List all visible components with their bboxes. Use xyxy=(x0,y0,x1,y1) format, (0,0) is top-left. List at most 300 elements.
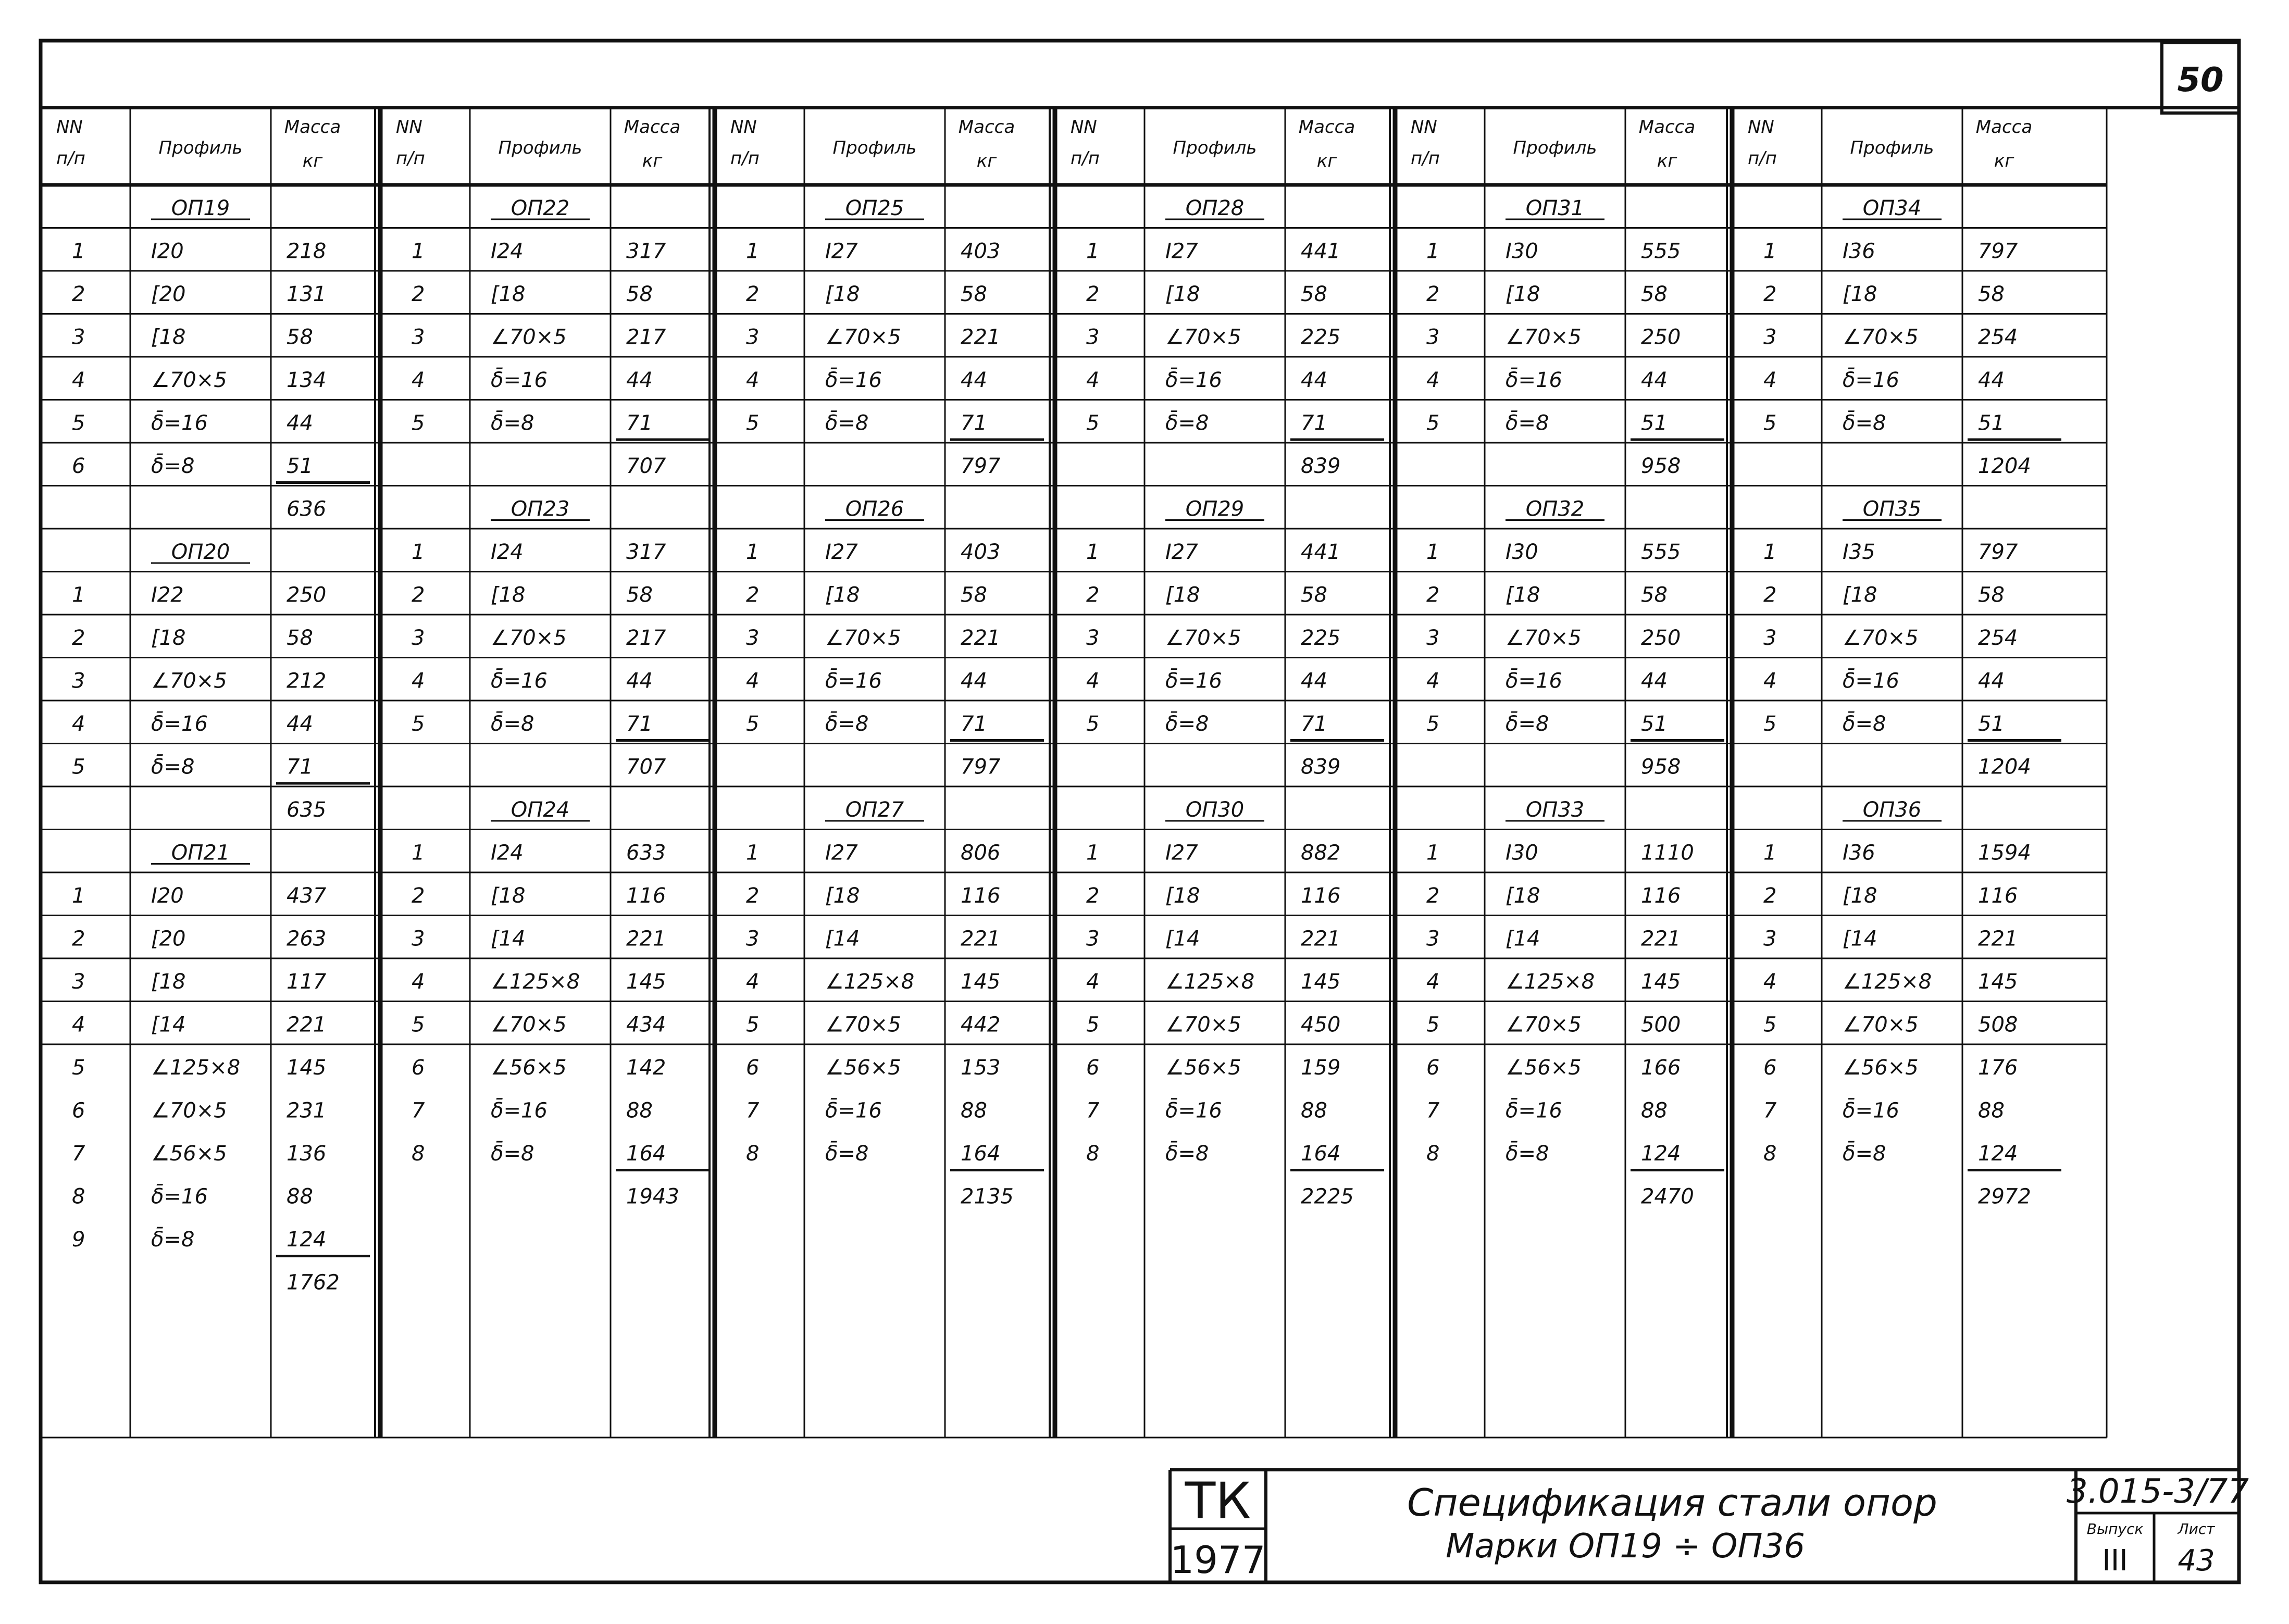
row-profile: δ̄=16 xyxy=(151,1184,208,1209)
row-number: 5 xyxy=(1763,411,1777,435)
row-number: 4 xyxy=(1086,368,1100,392)
row-mass: 221 xyxy=(1301,927,1341,951)
row-mass: 44 xyxy=(961,368,987,392)
row-mass: 164 xyxy=(626,1142,666,1166)
row-profile: δ̄=8 xyxy=(1843,411,1886,435)
row-mass: 1594 xyxy=(1978,841,2031,865)
header-profile: Профиль xyxy=(1173,138,1257,158)
row-profile: δ̄=8 xyxy=(491,1142,534,1166)
group-total: 1204 xyxy=(1978,454,2031,478)
group-total: 797 xyxy=(961,755,1001,779)
row-mass: 403 xyxy=(961,540,1001,564)
row-number: 7 xyxy=(1426,1098,1440,1123)
row-mass: 88 xyxy=(287,1184,313,1209)
row-mass: 176 xyxy=(1978,1056,2018,1080)
row-number: 5 xyxy=(72,1056,85,1080)
drawing-title-line2: Марки ОП19 ÷ ОП36 xyxy=(1446,1527,1805,1566)
title-block xyxy=(1170,1470,2249,1582)
row-profile: ∠125×8 xyxy=(1843,970,1932,994)
row-number: 4 xyxy=(412,970,425,994)
header-unit: кг xyxy=(976,151,997,171)
group-total: 1762 xyxy=(287,1270,340,1295)
row-number: 2 xyxy=(1426,282,1440,306)
row-profile: δ̄=8 xyxy=(491,712,534,736)
row-profile: [18 xyxy=(1165,282,1200,306)
row-number: 8 xyxy=(1086,1142,1100,1166)
row-mass: 44 xyxy=(287,411,313,435)
row-number: 8 xyxy=(72,1184,85,1209)
header-mass: Масса xyxy=(958,117,1015,138)
row-mass: 58 xyxy=(626,282,653,306)
row-mass: 51 xyxy=(1978,712,2005,736)
row-profile: δ̄=16 xyxy=(825,1098,882,1123)
row-profile: ∠70×5 xyxy=(1506,325,1582,349)
row-number: 4 xyxy=(72,712,85,736)
row-mass: 250 xyxy=(1641,626,1681,650)
group-name: ОП30 xyxy=(1185,798,1245,822)
row-profile: δ̄=8 xyxy=(825,1142,869,1166)
row-number: 3 xyxy=(1763,325,1777,349)
row-profile: δ̄=8 xyxy=(1506,712,1549,736)
row-number: 4 xyxy=(1763,970,1777,994)
header-np: п/п xyxy=(1071,148,1100,169)
row-number: 3 xyxy=(1426,927,1440,951)
row-mass: 51 xyxy=(1641,712,1668,736)
row-mass: 441 xyxy=(1301,540,1341,564)
group-total: 707 xyxy=(626,755,666,779)
row-number: 1 xyxy=(1086,841,1100,865)
row-mass: 88 xyxy=(961,1098,987,1123)
row-number: 4 xyxy=(746,970,760,994)
row-profile: δ̄=16 xyxy=(1165,669,1222,693)
header-nn: NN xyxy=(1071,117,1097,138)
header-nn: NN xyxy=(56,117,83,138)
group-name: ОП35 xyxy=(1862,497,1922,521)
row-number: 2 xyxy=(412,884,425,908)
header-profile: Профиль xyxy=(158,138,243,158)
row-number: 2 xyxy=(72,927,85,951)
row-mass: 164 xyxy=(961,1142,1001,1166)
row-profile: I27 xyxy=(1165,239,1198,264)
row-mass: 58 xyxy=(287,325,313,349)
row-mass: 124 xyxy=(1978,1142,2018,1166)
row-number: 2 xyxy=(1763,583,1777,607)
row-profile: [18 xyxy=(1843,282,1877,306)
row-mass: 797 xyxy=(1978,540,2018,564)
row-number: 3 xyxy=(746,626,760,650)
row-profile: [18 xyxy=(151,325,186,349)
row-profile: δ̄=16 xyxy=(1843,368,1899,392)
row-number: 4 xyxy=(1763,368,1777,392)
row-number: 5 xyxy=(1763,1013,1777,1037)
row-number: 5 xyxy=(1086,1013,1100,1037)
row-profile: δ̄=16 xyxy=(825,669,882,693)
row-number: 6 xyxy=(1763,1056,1777,1080)
row-number: 4 xyxy=(1426,970,1440,994)
row-mass: 164 xyxy=(1301,1142,1341,1166)
group-name: ОП36 xyxy=(1862,798,1922,822)
row-profile: I27 xyxy=(825,841,858,865)
row-number: 6 xyxy=(72,454,85,478)
row-profile: ∠125×8 xyxy=(491,970,580,994)
header-mass: Масса xyxy=(624,117,681,138)
row-number: 3 xyxy=(412,927,425,951)
row-number: 1 xyxy=(72,583,85,607)
row-mass: 555 xyxy=(1641,239,1681,264)
row-number: 3 xyxy=(1426,626,1440,650)
row-number: 3 xyxy=(746,927,760,951)
row-profile: ∠70×5 xyxy=(825,1013,901,1037)
row-number: 3 xyxy=(1426,325,1440,349)
doc-number: 3.015-3/77 xyxy=(2066,1472,2249,1511)
row-profile: ∠125×8 xyxy=(1506,970,1595,994)
row-profile: [18 xyxy=(491,583,526,607)
header-profile: Профиль xyxy=(832,138,917,158)
row-mass: 145 xyxy=(1301,970,1341,994)
row-profile: δ̄=16 xyxy=(1165,368,1222,392)
group-total: 707 xyxy=(626,454,666,478)
row-profile: ∠70×5 xyxy=(825,626,901,650)
row-mass: 403 xyxy=(961,239,1001,264)
row-mass: 71 xyxy=(961,712,987,736)
row-number: 1 xyxy=(1086,540,1100,564)
row-mass: 44 xyxy=(626,669,653,693)
row-mass: 58 xyxy=(961,583,987,607)
row-profile: I36 xyxy=(1843,841,1875,865)
row-mass: 44 xyxy=(1641,368,1668,392)
row-number: 3 xyxy=(746,325,760,349)
row-profile: [14 xyxy=(825,927,860,951)
row-mass: 225 xyxy=(1301,325,1341,349)
group-total: 839 xyxy=(1301,755,1341,779)
row-profile: I30 xyxy=(1506,540,1538,564)
row-profile: δ̄=8 xyxy=(1843,712,1886,736)
row-profile: ∠125×8 xyxy=(825,970,915,994)
row-profile: I27 xyxy=(1165,540,1198,564)
row-mass: 71 xyxy=(287,755,313,779)
group-name: ОП28 xyxy=(1185,196,1245,220)
row-profile: ∠70×5 xyxy=(151,368,227,392)
group-name: ОП33 xyxy=(1525,798,1585,822)
row-number: 2 xyxy=(1086,282,1100,306)
row-mass: 88 xyxy=(626,1098,653,1123)
header-unit: кг xyxy=(642,151,663,171)
row-mass: 58 xyxy=(1978,282,2005,306)
row-mass: 166 xyxy=(1641,1056,1681,1080)
row-profile: I20 xyxy=(151,884,184,908)
row-number: 3 xyxy=(72,325,85,349)
group-name: ОП31 xyxy=(1525,196,1585,220)
row-mass: 44 xyxy=(626,368,653,392)
row-mass: 221 xyxy=(961,927,1001,951)
header-unit: кг xyxy=(1657,151,1677,171)
row-number: 8 xyxy=(1763,1142,1777,1166)
header-nn: NN xyxy=(396,117,422,138)
header-np: п/п xyxy=(730,148,760,169)
row-number: 5 xyxy=(412,411,425,435)
row-mass: 44 xyxy=(1301,368,1327,392)
row-profile: ∠125×8 xyxy=(151,1056,241,1080)
row-number: 3 xyxy=(1763,626,1777,650)
row-profile: [18 xyxy=(825,282,860,306)
row-profile: [18 xyxy=(1506,282,1540,306)
row-number: 6 xyxy=(412,1056,425,1080)
row-number: 5 xyxy=(72,755,85,779)
row-number: 7 xyxy=(1763,1098,1777,1123)
row-number: 6 xyxy=(1426,1056,1440,1080)
row-number: 4 xyxy=(1426,368,1440,392)
header-nn: NN xyxy=(1748,117,1774,138)
issue-value: III xyxy=(2102,1544,2128,1578)
row-number: 4 xyxy=(412,669,425,693)
header-unit: кг xyxy=(1316,151,1337,171)
row-mass: 136 xyxy=(287,1142,327,1166)
row-profile: I27 xyxy=(1165,841,1198,865)
sheet-number: 50 xyxy=(2177,61,2224,99)
row-number: 7 xyxy=(72,1142,85,1166)
row-profile: [18 xyxy=(151,970,186,994)
row-profile: [18 xyxy=(1165,583,1200,607)
row-profile: I30 xyxy=(1506,841,1538,865)
group-name: ОП26 xyxy=(845,497,904,521)
group-total: 2470 xyxy=(1641,1184,1694,1209)
row-mass: 44 xyxy=(1978,368,2005,392)
row-profile: ∠70×5 xyxy=(1506,626,1582,650)
row-profile: I27 xyxy=(825,239,858,264)
header-np: п/п xyxy=(1748,148,1777,169)
row-mass: 231 xyxy=(287,1098,327,1123)
row-number: 7 xyxy=(412,1098,425,1123)
header-np: п/п xyxy=(56,148,85,169)
row-mass: 71 xyxy=(961,411,987,435)
row-mass: 212 xyxy=(287,669,327,693)
sheet-value: 43 xyxy=(2178,1544,2215,1578)
row-profile: [18 xyxy=(1506,583,1540,607)
header-mass: Масса xyxy=(284,117,341,138)
row-mass: 442 xyxy=(961,1013,1001,1037)
row-mass: 124 xyxy=(287,1228,327,1252)
row-number: 8 xyxy=(1426,1142,1440,1166)
row-profile: ∠70×5 xyxy=(1165,325,1241,349)
row-number: 2 xyxy=(746,282,760,306)
header-mass: Масса xyxy=(1298,117,1355,138)
row-number: 1 xyxy=(1763,841,1777,865)
row-mass: 71 xyxy=(1301,712,1327,736)
row-number: 5 xyxy=(1426,411,1440,435)
row-number: 5 xyxy=(1086,411,1100,435)
header-nn: NN xyxy=(1411,117,1437,138)
row-profile: δ̄=8 xyxy=(825,411,869,435)
tk-mark: ТК xyxy=(1185,1472,1251,1530)
row-mass: 153 xyxy=(961,1056,1001,1080)
row-number: 1 xyxy=(412,239,425,264)
row-mass: 254 xyxy=(1978,626,2018,650)
row-mass: 555 xyxy=(1641,540,1681,564)
row-number: 2 xyxy=(746,884,760,908)
row-profile: ∠70×5 xyxy=(825,325,901,349)
row-number: 4 xyxy=(72,368,85,392)
row-profile: δ̄=16 xyxy=(1843,1098,1899,1123)
row-profile: ∠70×5 xyxy=(151,669,227,693)
row-profile: ∠70×5 xyxy=(491,1013,567,1037)
row-profile: δ̄=16 xyxy=(1506,669,1562,693)
group-total: 1943 xyxy=(626,1184,679,1209)
header-profile: Профиль xyxy=(498,138,582,158)
row-mass: 159 xyxy=(1301,1056,1341,1080)
group-name: ОП29 xyxy=(1185,497,1245,521)
row-profile: δ̄=16 xyxy=(491,1098,548,1123)
row-profile: [18 xyxy=(491,282,526,306)
row-profile: δ̄=16 xyxy=(1506,1098,1562,1123)
row-profile: ∠56×5 xyxy=(1843,1056,1919,1080)
row-mass: 44 xyxy=(961,669,987,693)
row-number: 2 xyxy=(72,282,85,306)
row-mass: 44 xyxy=(1978,669,2005,693)
row-number: 2 xyxy=(1426,583,1440,607)
group-total: 958 xyxy=(1641,755,1681,779)
row-number: 5 xyxy=(746,411,760,435)
row-mass: 58 xyxy=(961,282,987,306)
row-mass: 317 xyxy=(626,239,666,264)
row-mass: 71 xyxy=(1301,411,1327,435)
row-mass: 88 xyxy=(1641,1098,1668,1123)
row-mass: 250 xyxy=(1641,325,1681,349)
row-profile: δ̄=16 xyxy=(1843,669,1899,693)
row-number: 2 xyxy=(1086,884,1100,908)
row-profile: δ̄=16 xyxy=(491,368,548,392)
row-number: 4 xyxy=(746,669,760,693)
row-mass: 71 xyxy=(626,712,653,736)
row-mass: 51 xyxy=(1978,411,2005,435)
row-number: 8 xyxy=(746,1142,760,1166)
row-mass: 116 xyxy=(626,884,666,908)
row-number: 4 xyxy=(1086,970,1100,994)
row-mass: 508 xyxy=(1978,1013,2018,1037)
row-mass: 500 xyxy=(1641,1013,1681,1037)
row-profile: δ̄=16 xyxy=(1506,368,1562,392)
row-profile: I20 xyxy=(151,239,184,264)
row-number: 1 xyxy=(746,841,760,865)
row-mass: 71 xyxy=(626,411,653,435)
row-profile: [18 xyxy=(491,884,526,908)
group-total: 635 xyxy=(287,798,327,822)
row-profile: ∠70×5 xyxy=(151,1098,227,1123)
row-number: 3 xyxy=(72,970,85,994)
row-number: 1 xyxy=(746,239,760,264)
row-number: 5 xyxy=(412,712,425,736)
row-number: 5 xyxy=(1426,712,1440,736)
row-profile: δ̄=16 xyxy=(491,669,548,693)
row-number: 2 xyxy=(1763,884,1777,908)
drawing-title-line1: Спецификация стали опор xyxy=(1407,1481,1937,1525)
row-number: 1 xyxy=(412,540,425,564)
row-number: 2 xyxy=(1763,282,1777,306)
row-mass: 221 xyxy=(1641,927,1681,951)
row-number: 3 xyxy=(1086,626,1100,650)
row-profile: δ̄=8 xyxy=(1165,411,1209,435)
row-profile: [18 xyxy=(151,626,186,650)
row-number: 1 xyxy=(412,841,425,865)
row-number: 1 xyxy=(746,540,760,564)
row-mass: 58 xyxy=(626,583,653,607)
header-unit: кг xyxy=(302,151,323,171)
row-profile: [18 xyxy=(825,583,860,607)
row-profile: δ̄=8 xyxy=(491,411,534,435)
group-total: 839 xyxy=(1301,454,1341,478)
row-mass: 88 xyxy=(1978,1098,2005,1123)
row-mass: 117 xyxy=(287,970,327,994)
row-number: 1 xyxy=(1426,540,1440,564)
row-mass: 116 xyxy=(961,884,1001,908)
row-profile: ∠56×5 xyxy=(1506,1056,1582,1080)
row-profile: ∠125×8 xyxy=(1165,970,1255,994)
row-mass: 116 xyxy=(1641,884,1681,908)
row-number: 6 xyxy=(1086,1056,1100,1080)
row-mass: 263 xyxy=(287,927,327,951)
group-total: 2225 xyxy=(1301,1184,1354,1209)
group-total: 797 xyxy=(961,454,1001,478)
row-profile: [18 xyxy=(1843,884,1877,908)
row-profile: I30 xyxy=(1506,239,1538,264)
row-profile: ∠70×5 xyxy=(1843,1013,1919,1037)
header-profile: Профиль xyxy=(1850,138,1934,158)
row-profile: δ̄=8 xyxy=(151,454,195,478)
row-mass: 882 xyxy=(1301,841,1341,865)
row-profile: I24 xyxy=(491,841,524,865)
group-name: ОП25 xyxy=(845,196,904,220)
row-profile: [14 xyxy=(1165,927,1200,951)
row-mass: 51 xyxy=(287,454,313,478)
row-mass: 58 xyxy=(1301,583,1327,607)
row-number: 5 xyxy=(746,1013,760,1037)
row-mass: 221 xyxy=(961,325,1001,349)
row-profile: ∠56×5 xyxy=(1165,1056,1241,1080)
header-np: п/п xyxy=(396,148,425,169)
row-mass: 1110 xyxy=(1641,841,1694,865)
row-mass: 434 xyxy=(626,1013,666,1037)
row-profile: δ̄=8 xyxy=(1165,1142,1209,1166)
row-mass: 58 xyxy=(1301,282,1327,306)
row-mass: 221 xyxy=(961,626,1001,650)
row-profile: [14 xyxy=(1843,927,1877,951)
row-mass: 116 xyxy=(1301,884,1341,908)
row-mass: 44 xyxy=(1301,669,1327,693)
row-mass: 450 xyxy=(1301,1013,1341,1037)
row-profile: ∠70×5 xyxy=(1165,1013,1241,1037)
group-total: 2135 xyxy=(961,1184,1014,1209)
row-mass: 221 xyxy=(626,927,666,951)
row-number: 3 xyxy=(72,669,85,693)
header-mass: Масса xyxy=(1638,117,1696,138)
row-number: 5 xyxy=(72,411,85,435)
row-profile: δ̄=8 xyxy=(1506,1142,1549,1166)
header-unit: кг xyxy=(1994,151,2014,171)
spec-table-grid xyxy=(41,108,2107,1438)
row-profile: ∠56×5 xyxy=(491,1056,567,1080)
row-number: 9 xyxy=(72,1228,85,1252)
row-profile: [18 xyxy=(1506,884,1540,908)
row-mass: 58 xyxy=(1978,583,2005,607)
row-profile: I22 xyxy=(151,583,184,607)
group-total: 958 xyxy=(1641,454,1681,478)
row-profile: [20 xyxy=(151,282,186,306)
row-mass: 88 xyxy=(1301,1098,1327,1123)
row-mass: 44 xyxy=(287,712,313,736)
row-profile: I27 xyxy=(825,540,858,564)
row-profile: δ̄=16 xyxy=(1165,1098,1222,1123)
group-name: ОП22 xyxy=(511,196,570,220)
header-mass: Масса xyxy=(1975,117,2033,138)
